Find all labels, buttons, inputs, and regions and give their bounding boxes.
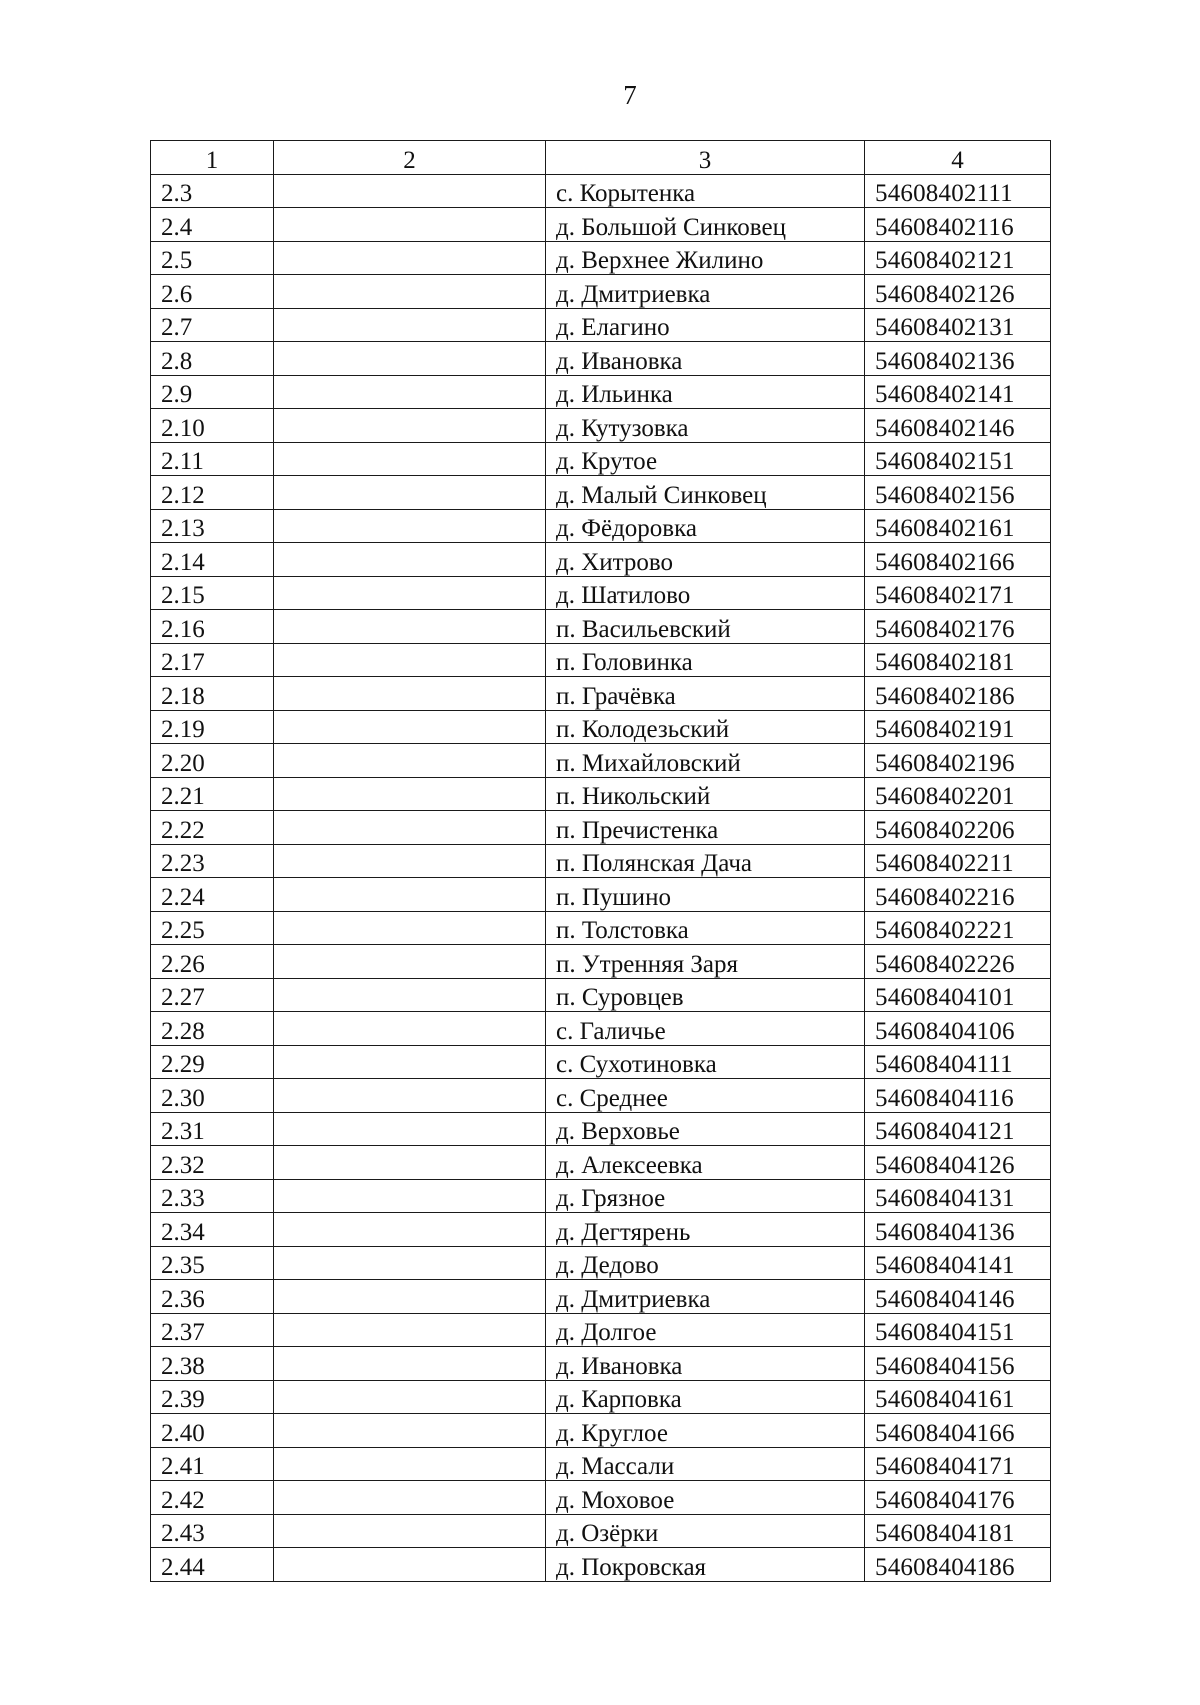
row-number-cell: 2.41 [151,1447,274,1481]
row-empty-cell [274,1179,546,1213]
settlement-code-cell: 54608402126 [865,275,1051,309]
table-body [151,141,1051,1582]
settlement-code-cell: 54608402166 [865,543,1051,577]
row-empty-cell [274,811,546,845]
settlement-code-cell: 54608402146 [865,409,1051,443]
row-empty-cell [274,342,546,376]
settlement-name-cell: п. Полянская Дача [546,844,865,878]
table-row [151,744,1051,778]
table-row [151,275,1051,309]
row-number-cell: 2.14 [151,543,274,577]
settlement-name-cell: д. Массали [546,1447,865,1481]
settlement-code-cell: 54608402226 [865,945,1051,979]
table-row [151,1548,1051,1582]
settlement-code-cell: 54608402131 [865,308,1051,342]
settlement-name-cell: д. Елагино [546,308,865,342]
row-number-cell: 2.30 [151,1079,274,1113]
settlement-name-cell: д. Дегтярень [546,1213,865,1247]
row-number-cell: 2.11 [151,442,274,476]
row-number-cell: 2.38 [151,1347,274,1381]
settlement-name-cell: п. Никольский [546,777,865,811]
row-empty-cell [274,409,546,443]
row-empty-cell [274,1313,546,1347]
row-empty-cell [274,275,546,309]
settlement-code-cell: 54608402201 [865,777,1051,811]
settlement-name-cell: с. Сухотиновка [546,1045,865,1079]
row-number-cell: 2.39 [151,1380,274,1414]
table-row [151,1481,1051,1515]
row-number-cell: 2.36 [151,1280,274,1314]
table-row [151,1012,1051,1046]
row-empty-cell [274,208,546,242]
row-empty-cell [274,375,546,409]
table-row [151,777,1051,811]
row-empty-cell [274,1414,546,1448]
settlement-name-cell: с. Среднее [546,1079,865,1113]
settlement-name-cell: д. Долгое [546,1313,865,1347]
row-number-cell: 2.10 [151,409,274,443]
row-empty-cell [274,978,546,1012]
row-empty-cell [274,1012,546,1046]
settlement-name-cell: п. Суровцев [546,978,865,1012]
table-row [151,1280,1051,1314]
row-number-cell: 2.31 [151,1112,274,1146]
row-number-cell: 2.27 [151,978,274,1012]
row-empty-cell [274,844,546,878]
row-empty-cell [274,643,546,677]
settlement-code-cell: 54608404126 [865,1146,1051,1180]
settlement-name-cell: д. Фёдоровка [546,509,865,543]
settlement-code-cell: 54608404151 [865,1313,1051,1347]
table-row [151,509,1051,543]
row-number-cell: 2.21 [151,777,274,811]
row-empty-cell [274,1481,546,1515]
table-row [151,1313,1051,1347]
settlement-code-cell: 54608404101 [865,978,1051,1012]
table-row [151,978,1051,1012]
row-empty-cell [274,1447,546,1481]
table-row [151,208,1051,242]
table-row [151,342,1051,376]
column-header-2: 2 [274,141,546,175]
settlement-code-cell: 54608402191 [865,710,1051,744]
settlement-code-cell: 54608404161 [865,1380,1051,1414]
row-number-cell: 2.28 [151,1012,274,1046]
row-number-cell: 2.35 [151,1246,274,1280]
table-row [151,945,1051,979]
table-row [151,710,1051,744]
settlement-name-cell: п. Грачёвка [546,677,865,711]
settlement-name-cell: д. Карповка [546,1380,865,1414]
settlement-code-cell: 54608404141 [865,1246,1051,1280]
header-row [151,141,1051,175]
settlement-name-cell: д. Дмитриевка [546,1280,865,1314]
settlement-code-cell: 54608404131 [865,1179,1051,1213]
settlement-code-cell: 54608404136 [865,1213,1051,1247]
settlement-code-cell: 54608402136 [865,342,1051,376]
table-row [151,1447,1051,1481]
settlement-name-cell: п. Пречистенка [546,811,865,845]
row-number-cell: 2.33 [151,1179,274,1213]
row-empty-cell [274,1380,546,1414]
row-empty-cell [274,1146,546,1180]
settlement-code-cell: 54608404166 [865,1414,1051,1448]
settlement-name-cell: п. Васильевский [546,610,865,644]
settlement-code-cell: 54608402181 [865,643,1051,677]
row-empty-cell [274,1112,546,1146]
settlement-code-cell: 54608404106 [865,1012,1051,1046]
settlement-code-cell: 54608402176 [865,610,1051,644]
settlement-code-cell: 54608402196 [865,744,1051,778]
settlement-name-cell: д. Малый Синковец [546,476,865,510]
settlement-code-cell: 54608404186 [865,1548,1051,1582]
table-row [151,1347,1051,1381]
settlement-name-cell: д. Моховое [546,1481,865,1515]
settlement-name-cell: д. Алексеевка [546,1146,865,1180]
row-number-cell: 2.17 [151,643,274,677]
settlement-name-cell: д. Большой Синковец [546,208,865,242]
settlement-name-cell: д. Крутое [546,442,865,476]
settlement-name-cell: д. Кутузовка [546,409,865,443]
settlement-name-cell: д. Хитрово [546,543,865,577]
column-header-1: 1 [151,141,274,175]
table-row [151,1146,1051,1180]
settlement-name-cell: п. Колодезьский [546,710,865,744]
row-number-cell: 2.44 [151,1548,274,1582]
settlement-code-cell: 54608404176 [865,1481,1051,1515]
settlement-name-cell: п. Михайловский [546,744,865,778]
row-number-cell: 2.29 [151,1045,274,1079]
table-row [151,1514,1051,1548]
settlement-code-cell: 54608402151 [865,442,1051,476]
table-row [151,375,1051,409]
settlement-name-cell: д. Круглое [546,1414,865,1448]
row-empty-cell [274,710,546,744]
row-empty-cell [274,744,546,778]
row-number-cell: 2.3 [151,174,274,208]
row-number-cell: 2.20 [151,744,274,778]
table-row [151,811,1051,845]
row-empty-cell [274,476,546,510]
row-number-cell: 2.12 [151,476,274,510]
row-number-cell: 2.7 [151,308,274,342]
row-number-cell: 2.23 [151,844,274,878]
row-number-cell: 2.4 [151,208,274,242]
settlement-name-cell: д. Озёрки [546,1514,865,1548]
table-row [151,1079,1051,1113]
settlement-name-cell: п. Утренняя Заря [546,945,865,979]
row-empty-cell [274,1079,546,1113]
table-row [151,1112,1051,1146]
table-row [151,476,1051,510]
table-row [151,1414,1051,1448]
row-empty-cell [274,241,546,275]
row-empty-cell [274,1514,546,1548]
settlement-code-cell: 54608402111 [865,174,1051,208]
settlement-code-cell: 54608404181 [865,1514,1051,1548]
row-empty-cell [274,576,546,610]
settlement-name-cell: д. Покровская [546,1548,865,1582]
row-empty-cell [274,677,546,711]
table-row [151,1179,1051,1213]
settlement-code-cell: 54608402116 [865,208,1051,242]
column-header-4: 4 [865,141,1051,175]
row-number-cell: 2.6 [151,275,274,309]
row-number-cell: 2.19 [151,710,274,744]
settlement-name-cell: п. Толстовка [546,911,865,945]
row-number-cell: 2.24 [151,878,274,912]
settlement-name-cell: д. Дмитриевка [546,275,865,309]
table-row [151,1045,1051,1079]
settlement-name-cell: д. Верхнее Жилино [546,241,865,275]
row-number-cell: 2.26 [151,945,274,979]
settlement-code-cell: 54608402161 [865,509,1051,543]
page-number: 7 [623,80,637,110]
row-number-cell: 2.18 [151,677,274,711]
table-row [151,878,1051,912]
row-number-cell: 2.13 [151,509,274,543]
row-number-cell: 2.5 [151,241,274,275]
table-row [151,1213,1051,1247]
settlement-code-cell: 54608402121 [865,241,1051,275]
row-empty-cell [274,1548,546,1582]
table-row [151,1246,1051,1280]
settlements-table [150,140,1051,1582]
settlement-code-cell: 54608404146 [865,1280,1051,1314]
row-number-cell: 2.8 [151,342,274,376]
row-empty-cell [274,509,546,543]
settlement-name-cell: с. Корытенка [546,174,865,208]
row-number-cell: 2.15 [151,576,274,610]
settlement-name-cell: д. Ивановка [546,342,865,376]
settlement-name-cell: с. Галичье [546,1012,865,1046]
table-row [151,174,1051,208]
row-number-cell: 2.25 [151,911,274,945]
row-empty-cell [274,442,546,476]
row-number-cell: 2.42 [151,1481,274,1515]
table-row [151,911,1051,945]
table-row [151,643,1051,677]
table-row [151,576,1051,610]
settlement-code-cell: 54608402171 [865,576,1051,610]
table-row [151,308,1051,342]
table-row [151,543,1051,577]
settlement-name-cell: д. Грязное [546,1179,865,1213]
row-empty-cell [274,174,546,208]
row-empty-cell [274,543,546,577]
settlement-code-cell: 54608402141 [865,375,1051,409]
row-empty-cell [274,777,546,811]
row-empty-cell [274,610,546,644]
row-number-cell: 2.9 [151,375,274,409]
settlement-code-cell: 54608402211 [865,844,1051,878]
row-number-cell: 2.32 [151,1146,274,1180]
row-empty-cell [274,1347,546,1381]
settlement-name-cell: п. Головинка [546,643,865,677]
settlement-code-cell: 54608404116 [865,1079,1051,1113]
table-row [151,1380,1051,1414]
column-header-3: 3 [546,141,865,175]
settlement-name-cell: д. Ильинка [546,375,865,409]
row-empty-cell [274,911,546,945]
table-row [151,677,1051,711]
settlement-name-cell: п. Пушино [546,878,865,912]
row-empty-cell [274,878,546,912]
settlement-name-cell: д. Дедово [546,1246,865,1280]
row-empty-cell [274,308,546,342]
settlement-code-cell: 54608404156 [865,1347,1051,1381]
settlement-code-cell: 54608402186 [865,677,1051,711]
row-empty-cell [274,1280,546,1314]
settlement-code-cell: 54608402156 [865,476,1051,510]
row-empty-cell [274,1045,546,1079]
row-number-cell: 2.16 [151,610,274,644]
settlement-name-cell: д. Верховье [546,1112,865,1146]
row-number-cell: 2.40 [151,1414,274,1448]
table-row [151,409,1051,443]
row-number-cell: 2.37 [151,1313,274,1347]
row-empty-cell [274,1213,546,1247]
table-row [151,844,1051,878]
settlement-code-cell: 54608404171 [865,1447,1051,1481]
settlement-code-cell: 54608404111 [865,1045,1051,1079]
row-empty-cell [274,1246,546,1280]
settlement-name-cell: д. Ивановка [546,1347,865,1381]
settlement-code-cell: 54608404121 [865,1112,1051,1146]
row-number-cell: 2.22 [151,811,274,845]
settlement-name-cell: д. Шатилово [546,576,865,610]
settlement-code-cell: 54608402221 [865,911,1051,945]
table-row [151,442,1051,476]
settlement-code-cell: 54608402216 [865,878,1051,912]
row-empty-cell [274,945,546,979]
settlement-code-cell: 54608402206 [865,811,1051,845]
table-row [151,610,1051,644]
row-number-cell: 2.43 [151,1514,274,1548]
row-number-cell: 2.34 [151,1213,274,1247]
table-row [151,241,1051,275]
